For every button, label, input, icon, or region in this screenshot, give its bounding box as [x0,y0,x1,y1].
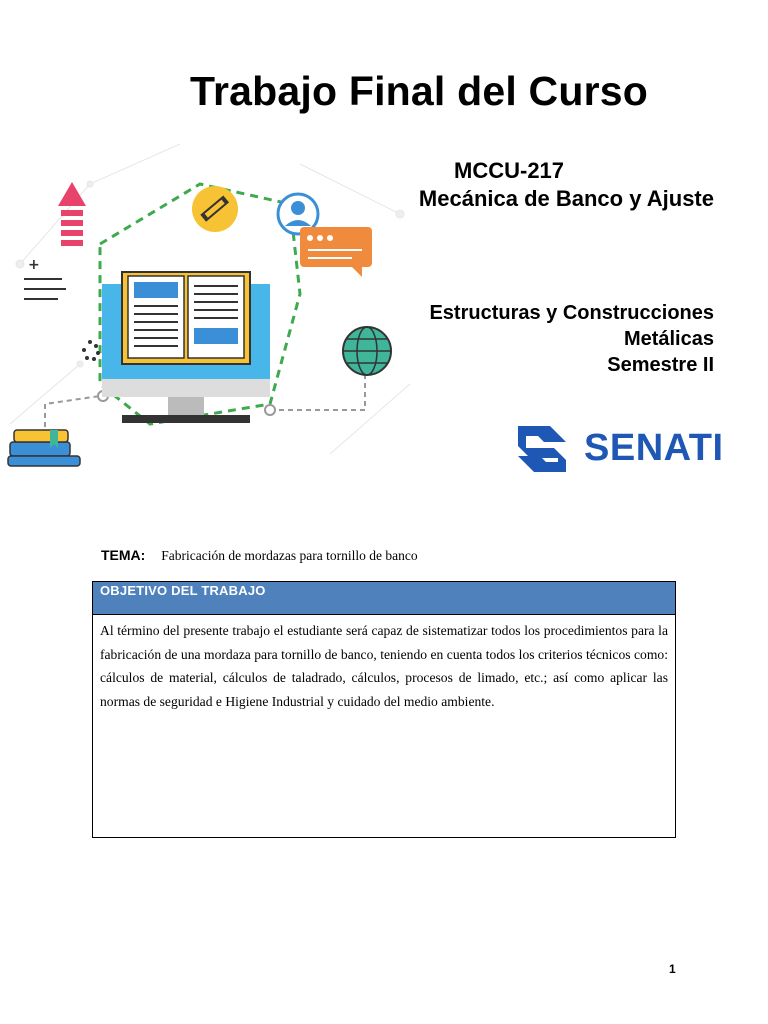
text-lines-icon [24,257,66,299]
chat-bubble-icon [300,227,372,277]
senati-emblem-icon [510,418,574,480]
course-code: MCCU-217 [454,158,565,183]
tema-value: Fabricación de mordazas para tornillo de banco [161,548,418,563]
senati-logo-text: SENATI [584,427,724,469]
program-info [314,300,714,378]
objective-header: OBJETIVO DEL TRABAJO [93,582,675,615]
course-name: Mecánica de Banco y Ajuste [418,186,714,211]
page-number: 1 [669,962,676,976]
program-line-3: Semestre II [607,354,714,376]
svg-text:+: + [28,257,40,273]
open-book-icon [122,272,250,364]
objective-box [92,581,676,838]
upload-arrow-icon [58,182,86,246]
loading-dots-icon [82,340,100,361]
tema-line [101,547,418,564]
program-line-2: Metálicas [623,328,714,350]
program-line-1: Estructuras y Construcciones [429,302,714,324]
page-title: Trabajo Final del Curso [190,68,648,114]
senati-logo [510,418,724,480]
tema-label: TEMA: [101,547,146,563]
objective-body: Al término del presente trabajo el estudiante será capaz de sistematizar todos los procedimientos para la fabricación de una mordaza para tornillo de banco, teniendo en cuenta todos los criterios técnicos como: cálculos de material, cálculos de taladrado, cálculos, procesos de limado, etc.; así como aplicar las normas de seguridad e Higiene Industrial y cuidado del medio ambiente. [100,623,668,709]
books-stack-icon [8,430,80,466]
pencil-icon [192,186,238,232]
